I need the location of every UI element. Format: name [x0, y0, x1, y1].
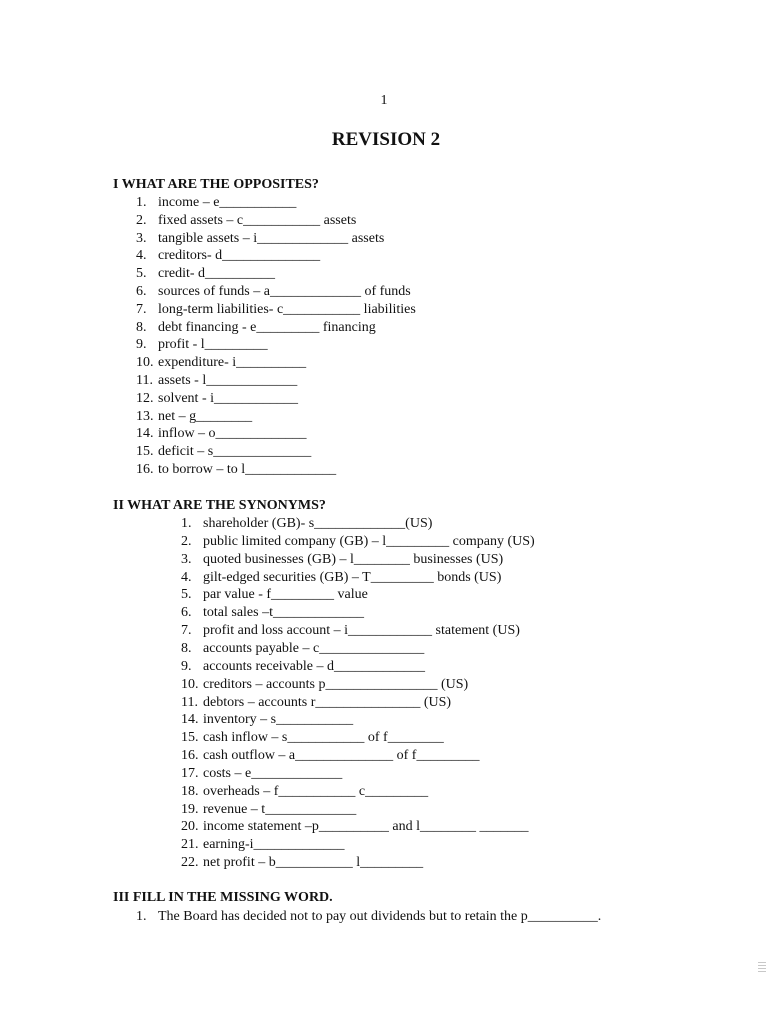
drag-handle-icon[interactable] — [758, 962, 766, 976]
item-text: costs – e_____________ — [203, 765, 343, 781]
list-item — [181, 766, 342, 782]
item-text: to borrow – to l_____________ — [158, 462, 337, 477]
list-item — [136, 337, 268, 353]
item-number: 4. — [181, 569, 192, 585]
list-item — [136, 373, 297, 389]
item-text: net profit – b___________ l_________ — [203, 855, 424, 871]
list-item — [181, 605, 364, 621]
list-item — [181, 677, 468, 693]
item-text: cash inflow – s___________ of f________ — [203, 730, 444, 746]
item-number: 4. — [136, 248, 147, 264]
item-number: 14. — [136, 426, 154, 442]
item-number: 8. — [136, 319, 147, 335]
item-number: 21. — [181, 837, 199, 853]
list-item — [136, 302, 416, 318]
list-item — [136, 266, 275, 282]
item-text: deficit – s______________ — [158, 444, 312, 460]
item-number: 2. — [181, 533, 192, 549]
list-item — [181, 570, 501, 586]
item-number: 12. — [136, 390, 154, 406]
item-number: 5. — [136, 266, 147, 282]
list-item — [136, 320, 376, 336]
item-number: 15. — [181, 730, 199, 746]
item-text: quoted businesses (GB) – l________ businesses (US) — [203, 551, 504, 567]
item-text: inventory – s___________ — [203, 712, 354, 728]
item-text: solvent - i____________ — [158, 390, 298, 406]
list-item — [136, 391, 298, 407]
list-item — [181, 516, 432, 532]
list-item — [136, 444, 311, 460]
item-text: income – e___________ — [158, 195, 297, 210]
item-text: income statement –p__________ and l________ _______ — [203, 819, 529, 835]
item-text: shareholder (GB)- s_____________(US) — [203, 516, 433, 531]
item-number: 7. — [181, 623, 192, 639]
list-item — [181, 587, 368, 603]
item-number: 10. — [181, 676, 199, 692]
list-item — [181, 623, 520, 639]
item-text: assets - l_____________ — [158, 373, 298, 388]
item-text: credit- d__________ — [158, 266, 276, 282]
list-item — [181, 802, 356, 818]
item-number: 9. — [181, 658, 192, 674]
list-item — [181, 695, 451, 711]
item-number: 16. — [181, 748, 199, 764]
list-item — [181, 819, 528, 835]
item-number: 5. — [181, 587, 192, 603]
item-number: 22. — [181, 855, 199, 871]
item-text: cash outflow – a______________ of f_________ — [203, 748, 480, 764]
item-text: revenue – t_____________ — [203, 801, 357, 817]
item-number: 9. — [136, 337, 147, 353]
list-item — [136, 409, 252, 425]
item-text: creditors- d______________ — [158, 248, 321, 264]
list-item — [181, 730, 444, 746]
list-item — [136, 248, 320, 264]
item-text: debtors – accounts r_______________ (US) — [203, 694, 452, 710]
list-item — [181, 712, 353, 728]
section-heading-missing-word: III FILL IN THE MISSING WORD. — [113, 890, 333, 905]
list-item — [136, 231, 384, 247]
item-text: gilt-edged securities (GB) – T_________ bonds (US) — [203, 569, 502, 585]
section-heading-opposites: I WHAT ARE THE OPPOSITES? — [113, 177, 319, 192]
item-text: profit - l_________ — [158, 337, 268, 353]
item-number: 10. — [136, 355, 154, 371]
item-text: net – g________ — [158, 408, 253, 424]
item-number: 3. — [136, 230, 147, 246]
item-number: 8. — [181, 640, 192, 656]
item-number: 6. — [136, 284, 147, 299]
section-heading-synonyms: II WHAT ARE THE SYNONYMS? — [113, 498, 326, 513]
item-text: expenditure- i__________ — [158, 355, 307, 371]
item-number: 13. — [136, 408, 154, 424]
list-item — [136, 195, 296, 211]
item-text: earning-i_____________ — [203, 837, 345, 853]
list-item — [136, 462, 336, 478]
page-title: REVISION 2 — [331, 129, 441, 150]
item-number: 20. — [181, 819, 199, 835]
item-text: public limited company (GB) – l_________ company (US) — [203, 533, 535, 549]
item-number: 18. — [181, 783, 199, 799]
list-item — [181, 855, 423, 871]
item-number: 1. — [136, 195, 147, 210]
item-text: creditors – accounts p________________ (US) — [203, 676, 469, 692]
item-text: long-term liabilities- c___________ liabilities — [158, 301, 416, 317]
list-item — [136, 355, 306, 371]
list-item — [136, 284, 411, 300]
page-number: 1 — [380, 93, 388, 108]
item-number: 1. — [136, 909, 147, 924]
item-number: 17. — [181, 765, 199, 781]
list-item — [136, 909, 601, 925]
item-number: 6. — [181, 605, 192, 621]
item-text: profit and loss account – i____________ statement (US) — [203, 623, 520, 639]
list-item — [181, 784, 428, 800]
item-text: inflow – o_____________ — [158, 426, 307, 442]
item-number: 11. — [181, 694, 198, 710]
item-text: sources of funds – a_____________ of funds — [158, 284, 411, 299]
item-text: The Board has decided not to pay out dividends but to retain the p__________. — [158, 909, 602, 924]
item-number: 11. — [136, 373, 153, 388]
list-item — [181, 534, 535, 550]
item-text: debt financing - e_________ financing — [158, 319, 376, 335]
list-item — [181, 641, 424, 657]
item-number: 19. — [181, 801, 199, 817]
item-number: 7. — [136, 301, 147, 317]
item-number: 3. — [181, 551, 192, 567]
list-item — [136, 426, 307, 442]
item-number: 1. — [181, 516, 192, 531]
list-item — [181, 552, 503, 568]
item-text: total sales –t_____________ — [203, 605, 364, 621]
list-item — [181, 659, 425, 675]
list-item — [136, 213, 356, 229]
item-text: accounts receivable – d_____________ — [203, 658, 425, 674]
item-text: par value - f_________ value — [203, 587, 368, 603]
list-item — [181, 837, 345, 853]
item-text: fixed assets – c___________ assets — [158, 212, 357, 228]
item-number: 2. — [136, 212, 147, 228]
item-text: tangible assets – i_____________ assets — [158, 230, 385, 246]
list-item — [181, 748, 479, 764]
item-number: 16. — [136, 462, 154, 477]
item-number: 14. — [181, 712, 199, 728]
item-text: accounts payable – c_______________ — [203, 640, 425, 656]
item-number: 15. — [136, 444, 154, 460]
item-text: overheads – f___________ c_________ — [203, 783, 429, 799]
